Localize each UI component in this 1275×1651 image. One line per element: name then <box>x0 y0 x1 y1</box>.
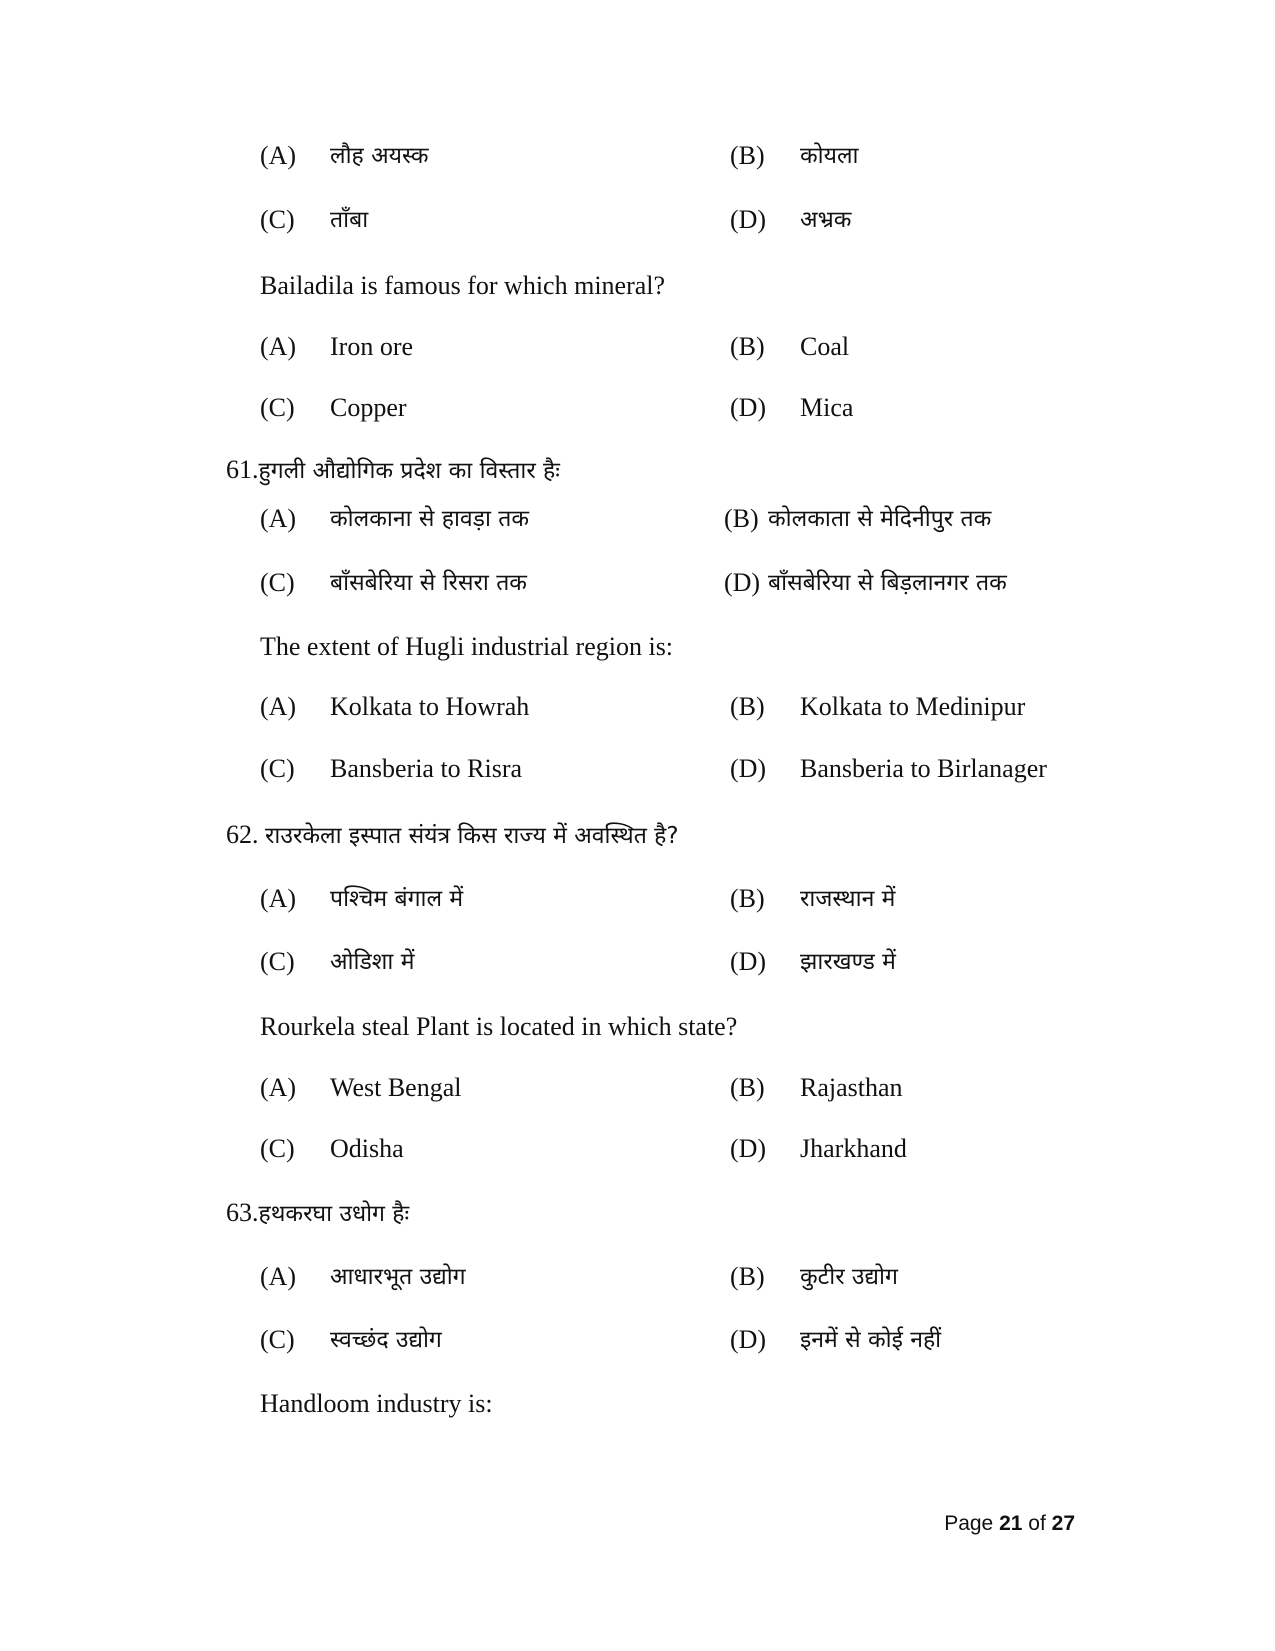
page-footer <box>944 1512 1075 1536</box>
option-text: अभ्रक <box>800 207 852 233</box>
option-text: झारखण्ड में <box>800 949 896 975</box>
option-label: (D) <box>730 205 767 234</box>
option-text: ओडिशा में <box>330 949 415 975</box>
page-word: Page <box>944 1512 994 1535</box>
option-label: (C) <box>260 205 295 234</box>
option-label: (D) <box>730 1325 767 1354</box>
option-label: (A) <box>260 1073 297 1102</box>
option-text: कोलकाता से मेदिनीपुर तक <box>768 506 992 532</box>
option-label: (C) <box>260 754 295 783</box>
option-text: कोयला <box>800 143 859 169</box>
option-text: Copper <box>330 393 407 422</box>
option-text: लौह अयस्क <box>330 143 429 169</box>
option-text: कोलकाना से हावड़ा तक <box>330 506 530 532</box>
option-label: (B) <box>730 141 765 170</box>
option-text: आधारभूत उद्योग <box>330 1264 466 1290</box>
option-label: (A) <box>260 692 297 721</box>
option-label: (B) <box>730 884 765 913</box>
option-text: Kolkata to Medinipur <box>800 692 1026 721</box>
option-text: Coal <box>800 332 850 361</box>
option-text: Jharkhand <box>800 1134 907 1163</box>
option-text: Bansberia to Birlanager <box>800 754 1047 783</box>
of-word: of <box>1028 1512 1046 1535</box>
option-label: (C) <box>260 1134 295 1163</box>
option-label: (D) <box>730 754 767 783</box>
option-text: Rajasthan <box>800 1073 903 1102</box>
page-number: 21 <box>999 1512 1023 1535</box>
option-label: (C) <box>260 1325 295 1354</box>
option-text: West Bengal <box>330 1073 462 1102</box>
option-text: Odisha <box>330 1134 404 1163</box>
option-text: ताँबा <box>330 207 369 233</box>
option-label: (D) <box>730 1134 767 1163</box>
option-text: बाँसबेरिया से बिड़लानगर तक <box>768 570 1007 596</box>
option-text: इनमें से कोई नहीं <box>800 1327 942 1353</box>
option-label: (B) <box>730 332 765 361</box>
question-text: हथकरघा उधोग हैः <box>258 1201 410 1227</box>
option-text: Kolkata to Howrah <box>330 692 530 721</box>
option-text: पश्चिम बंगाल में <box>330 886 464 912</box>
question-text: Rourkela steal Plant is located in which state? <box>260 1012 738 1041</box>
question-text: Handloom industry is: <box>260 1389 493 1418</box>
option-text: कुटीर उद्योग <box>800 1264 898 1290</box>
option-text: स्वच्छंद उद्योग <box>330 1327 442 1353</box>
question-number: 63. <box>226 1198 259 1227</box>
option-label: (D) <box>724 568 761 597</box>
question-text: Bailadila is famous for which mineral? <box>260 271 666 300</box>
option-label: (A) <box>260 884 297 913</box>
option-label: (D) <box>730 947 767 976</box>
option-label: (A) <box>260 141 297 170</box>
question-number: 61. <box>226 455 259 484</box>
option-label: (B) <box>730 692 765 721</box>
option-text: बाँसबेरिया से रिसरा तक <box>330 570 527 596</box>
question-text: हुगली औद्योगिक प्रदेश का विस्तार हैः <box>258 458 560 484</box>
option-label: (A) <box>260 332 297 361</box>
option-text: Iron ore <box>330 332 414 361</box>
option-label: (B) <box>730 1262 765 1291</box>
option-label: (C) <box>260 947 295 976</box>
option-label: (C) <box>260 393 295 422</box>
option-label: (B) <box>730 1073 765 1102</box>
option-label: (A) <box>260 504 297 533</box>
question-text: राउरकेला इस्पात संयंत्र किस राज्य में अवस्थित है? <box>265 823 679 849</box>
option-label: (D) <box>730 393 767 422</box>
option-text: राजस्थान में <box>800 886 896 912</box>
option-label: (A) <box>260 1262 297 1291</box>
option-label: (B) <box>724 504 759 533</box>
total-pages: 27 <box>1051 1512 1075 1535</box>
question-number: 62. <box>226 820 259 849</box>
question-text: The extent of Hugli industrial region is: <box>260 632 674 661</box>
option-text: Bansberia to Risra <box>330 754 523 783</box>
option-label: (C) <box>260 568 295 597</box>
option-text: Mica <box>800 393 854 422</box>
